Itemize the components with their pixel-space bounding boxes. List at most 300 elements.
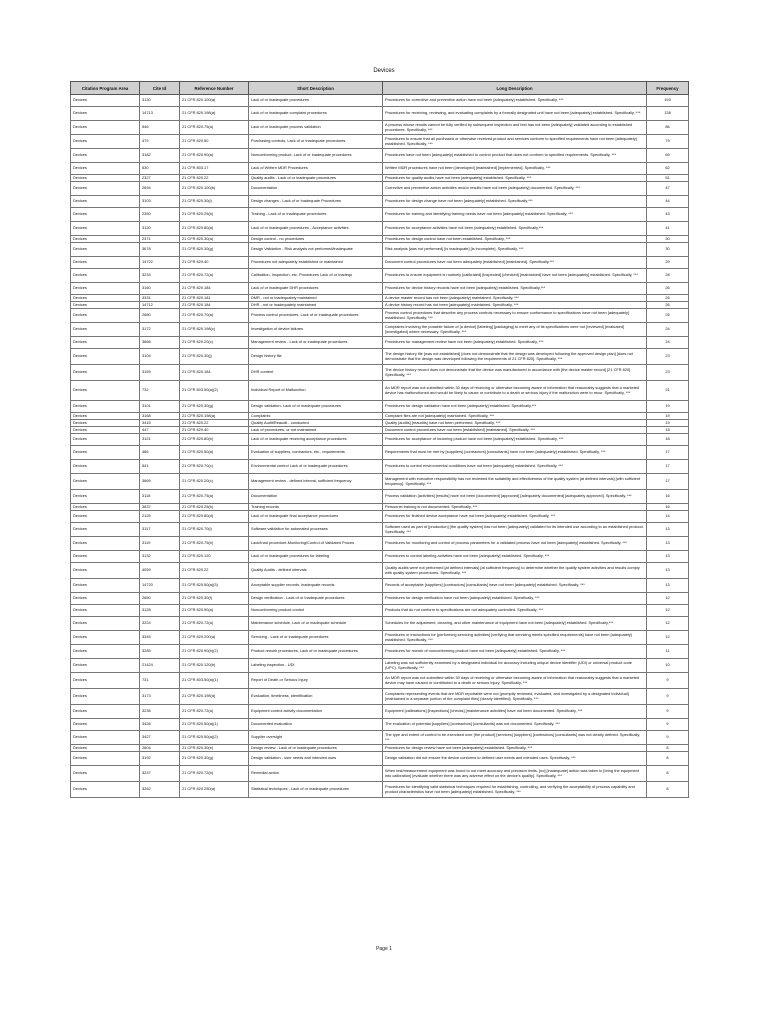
- cell-long-description: Labeling was not sufficiently examined by a designated individual for accuracy including unique device identifier (UDI) or universal product code (UPC). Specifically, ***: [383, 659, 647, 673]
- cell-reference-number: 21 CFR 820.72(a): [180, 269, 249, 283]
- cell-reference-number: 21 CFR 820.72(b): [180, 766, 249, 782]
- cell-short-description: Design Validation - Risk analysis not performed/inadequate: [249, 243, 383, 257]
- cell-frequency: 9: [647, 689, 689, 705]
- cell-frequency: 30: [647, 236, 689, 243]
- cell-program-area: Devices: [71, 645, 140, 659]
- cell-program-area: Devices: [71, 689, 140, 705]
- cell-reference-number: 21 CFR 820.120(b): [180, 659, 249, 673]
- cell-cite-id: 2604: [140, 745, 180, 752]
- cell-long-description: Process validation [activities] [results] have not been [documented] [approved] [adequately documented] [adequately approved]. Specifically, ***: [383, 490, 647, 504]
- cell-program-area: Devices: [71, 579, 140, 593]
- cell-short-description: Statistical techniques - Lack of or inadequate procedures: [249, 782, 383, 798]
- table-row: [71, 420, 689, 427]
- column-header-long-description: Long Description: [383, 82, 647, 95]
- table-row: [71, 107, 689, 121]
- cell-long-description: An MDR report was not submitted within 30 days of receiving or otherwise becoming aware of information that reasonably suggests that a marketed device has malfunctioned and would be likely to cause or contribute to a death or serious injury if the malfunction were to recur. Specifically, ***: [383, 381, 647, 401]
- table-row: [71, 617, 689, 631]
- cell-program-area: Devices: [71, 135, 140, 149]
- cell-reference-number: 21 CFR 820.30(a): [180, 236, 249, 243]
- cell-program-area: Devices: [71, 107, 140, 121]
- cell-long-description: The design history file [was not established] [does not demonstrate that the design was developed following the approved design plan] [does not demonstrate that the design was developed following the requirements of 21 CFR 820]. Specifically, ***: [383, 349, 647, 365]
- cell-cite-id: 3119: [140, 537, 180, 551]
- cell-short-description: Process control procedures, Lack of or inadequate procedures: [249, 309, 383, 323]
- cell-reference-number: 21 CFR 820.75(a): [180, 490, 249, 504]
- cell-reference-number: 21 CFR 820.75(b): [180, 537, 249, 551]
- table-row: [71, 659, 689, 673]
- cell-long-description: Procedures to control labeling activities have not been [adequately] established. Specifically, ***: [383, 551, 647, 563]
- cell-long-description: Procedures for design control have not been established. Specifically, ***: [383, 236, 647, 243]
- cell-program-area: Devices: [71, 537, 140, 551]
- cell-long-description: Complaint files are not [adequately] maintained. Specifically, ***: [383, 413, 647, 420]
- cell-cite-id: 3132: [140, 551, 180, 563]
- cell-cite-id: 2680: [140, 309, 180, 323]
- cell-short-description: Lack of or inadequate receiving acceptance procedures: [249, 434, 383, 446]
- cell-short-description: Environmental control Lack of or inadequate procedures: [249, 460, 383, 474]
- cell-short-description: Lack of or inadequate procedures for labeling: [249, 551, 383, 563]
- cell-short-description: Equipment control activity documentation: [249, 705, 383, 719]
- cell-cite-id: 3415: [140, 420, 180, 427]
- cell-frequency: 13: [647, 579, 689, 593]
- cell-frequency: 86: [647, 121, 689, 135]
- cell-cite-id: 732: [140, 381, 180, 401]
- cell-long-description: Procedures for device history records have not been [adequately] established. Specifically,***: [383, 283, 647, 295]
- cell-long-description: Complaints representing events that are MDR reportable were not [promptly reviewed, evaluated, and investigated by a designated individual] [maintained in a separate portion of the complaint files] [clearly identified]. Specifically, ***: [383, 689, 647, 705]
- cell-reference-number: 21 CFR 820.198(a): [180, 413, 249, 420]
- cell-frequency: 17: [647, 446, 689, 460]
- cell-frequency: 16: [647, 490, 689, 504]
- cell-reference-number: 21 CFR 820.25(b): [180, 504, 249, 511]
- cell-frequency: 9: [647, 731, 689, 745]
- cell-program-area: Devices: [71, 593, 140, 605]
- cell-program-area: Devices: [71, 766, 140, 782]
- cell-program-area: Devices: [71, 752, 140, 766]
- table-row: [71, 349, 689, 365]
- cell-short-description: Documentation: [249, 490, 383, 504]
- cell-long-description: A device master record has not been [adequately] maintained. Specifically, ***: [383, 295, 647, 302]
- cell-frequency: 193: [647, 95, 689, 107]
- cell-program-area: Devices: [71, 175, 140, 182]
- cell-cite-id: 3678: [140, 243, 180, 257]
- cell-frequency: 26: [647, 302, 689, 309]
- cell-reference-number: 21 CFR 820.70(a): [180, 309, 249, 323]
- cell-reference-number: 21 CFR 820.20(c): [180, 474, 249, 490]
- cell-long-description: A process whose results cannot be fully verified by subsequent inspection and test has not been [adequately] validated according to established procedures. Specifically, ***: [383, 121, 647, 135]
- cell-long-description: Software used as part of [production] [the quality system] has not been [adequately] validated for its intended use according to an established protocol. Specifically, ***: [383, 523, 647, 537]
- cell-frequency: 13: [647, 523, 689, 537]
- cell-program-area: Devices: [71, 605, 140, 617]
- cell-program-area: Devices: [71, 511, 140, 523]
- table-row: [71, 551, 689, 563]
- cell-long-description: Procedures for design change have not been [adequately] established. Specifically,***: [383, 196, 647, 208]
- cell-frequency: 51: [647, 175, 689, 182]
- cell-cite-id: 2371: [140, 236, 180, 243]
- cell-program-area: Devices: [71, 222, 140, 236]
- cell-long-description: Procedures to ensure that all purchased or otherwise received product and services conform to specified requirements have not been [adequately] established. Specifically, ***: [383, 135, 647, 149]
- cell-cite-id: 3427: [140, 731, 180, 745]
- cell-cite-id: 3128: [140, 605, 180, 617]
- cell-reference-number: 21 CFR 820.72(a): [180, 705, 249, 719]
- cell-program-area: Devices: [71, 401, 140, 413]
- cell-short-description: DHR content: [249, 365, 383, 381]
- cell-program-area: Devices: [71, 257, 140, 269]
- cell-program-area: Devices: [71, 731, 140, 745]
- cell-short-description: Training - Lack of or inadequate procedures: [249, 208, 383, 222]
- cell-program-area: Devices: [71, 365, 140, 381]
- cell-frequency: 30: [647, 243, 689, 257]
- cell-reference-number: 21 CFR 820.184: [180, 365, 249, 381]
- cell-cite-id: 479: [140, 135, 180, 149]
- cell-short-description: Management review - Lack of or inadequate procedures: [249, 337, 383, 349]
- cell-frequency: 12: [647, 605, 689, 617]
- cell-long-description: Procedures for training and identifying training needs have not been [adequately] established. Specifically, ***: [383, 208, 647, 222]
- cell-cite-id: 3345: [140, 631, 180, 645]
- cell-short-description: Calibration, Inspection, etc. Procedures Lack of or Inadequ: [249, 269, 383, 283]
- cell-reference-number: 21 CFR 820.22: [180, 420, 249, 427]
- cell-short-description: Documentation: [249, 182, 383, 196]
- cell-cite-id: 3224: [140, 617, 180, 631]
- cell-reference-number: 21 CFR 820.72(a): [180, 617, 249, 631]
- cell-reference-number: 21 CFR 820.100(b): [180, 182, 249, 196]
- cell-program-area: Devices: [71, 719, 140, 731]
- cell-long-description: Process control procedures that describe any process controls necessary to ensure conformance to specifications have not been [adequately] established. Specifically, ***: [383, 309, 647, 323]
- cell-reference-number: 21 CFR 820.75(a): [180, 121, 249, 135]
- cell-short-description: Procedures not adequately established or maintained: [249, 257, 383, 269]
- cell-cite-id: 3669: [140, 474, 180, 490]
- cell-long-description: Procedures for receiving, reviewing, and evaluating complaints by a formally designated unit have not been [adequately] established. Specifically, ***: [383, 107, 647, 121]
- cell-reference-number: 21 CFR 820.184: [180, 302, 249, 309]
- cell-short-description: Nonconforming product, Lack of or inadequate procedures: [249, 149, 383, 163]
- cell-reference-number: 21 CFR 820.198(d): [180, 689, 249, 705]
- cell-short-description: Design validation- Lack of or inadequate procedures: [249, 401, 383, 413]
- cell-frequency: 12: [647, 617, 689, 631]
- cell-cite-id: 486: [140, 446, 180, 460]
- cell-frequency: 8: [647, 745, 689, 752]
- table-row: [71, 673, 689, 689]
- table-row: [71, 283, 689, 295]
- cell-short-description: Report of Death or Serious Injury: [249, 673, 383, 689]
- cell-program-area: Devices: [71, 490, 140, 504]
- cell-reference-number: 21 CFR 820.80(a): [180, 222, 249, 236]
- cell-short-description: Training records: [249, 504, 383, 511]
- cell-reference-number: 21 CFR 820.50(a)(2): [180, 731, 249, 745]
- cell-short-description: Nonconforming product control: [249, 605, 383, 617]
- cell-program-area: Devices: [71, 474, 140, 490]
- cell-frequency: 17: [647, 460, 689, 474]
- cell-short-description: Design verification - Lack of or Inadequate procedures: [249, 593, 383, 605]
- table-row: [71, 563, 689, 579]
- cell-reference-number: 21 CFR 803.50(a)(2): [180, 381, 249, 401]
- table-row: [71, 257, 689, 269]
- table-row: [71, 460, 689, 474]
- page-number: Page 1: [376, 946, 392, 952]
- cell-frequency: 24: [647, 323, 689, 337]
- cell-long-description: Corrective and preventive action activities and/or results have not been [adequately] documented. Specifically, ***: [383, 182, 647, 196]
- table-row: [71, 537, 689, 551]
- cell-short-description: Design control - no procedures: [249, 236, 383, 243]
- cell-short-description: Design validation - user needs and intended uses: [249, 752, 383, 766]
- cell-program-area: Devices: [71, 563, 140, 579]
- cell-program-area: Devices: [71, 283, 140, 295]
- table-row: [71, 222, 689, 236]
- cell-frequency: 8: [647, 782, 689, 798]
- cell-frequency: 44: [647, 196, 689, 208]
- cell-short-description: Lack of or inadequate final acceptance procedures: [249, 511, 383, 523]
- cell-cite-id: 14713: [140, 107, 180, 121]
- cell-short-description: DHR - not or inadequately maintained: [249, 302, 383, 309]
- cell-frequency: 12: [647, 593, 689, 605]
- cell-reference-number: 21 CFR 820.30(i): [180, 196, 249, 208]
- table-row: [71, 689, 689, 705]
- table-row: [71, 121, 689, 135]
- cell-short-description: Remedial action: [249, 766, 383, 782]
- cell-long-description: Procedures or instructions for [performing servicing activities] [verifying that servicing meets specified requirements] have not been [adequately] established. Specifically, ***: [383, 631, 647, 645]
- cell-reference-number: 21 CFR 820.30(g): [180, 401, 249, 413]
- cell-long-description: Personnel training is not documented. Specifically, ***: [383, 504, 647, 511]
- cell-program-area: Devices: [71, 551, 140, 563]
- cell-frequency: 28: [647, 269, 689, 283]
- cell-short-description: Lack of procedures, or not maintained: [249, 427, 383, 434]
- cell-cite-id: 2650: [140, 593, 180, 605]
- cell-cite-id: 2125: [140, 511, 180, 523]
- cell-reference-number: 21 CFR 820.184: [180, 283, 249, 295]
- cell-frequency: 26: [647, 283, 689, 295]
- cell-reference-number: 21 CFR 820.181: [180, 295, 249, 302]
- table-row: [71, 337, 689, 349]
- table-row: [71, 236, 689, 243]
- table-row: [71, 243, 689, 257]
- cell-program-area: Devices: [71, 673, 140, 689]
- cell-short-description: Quality Audit/Reaudit - conducted: [249, 420, 383, 427]
- cell-program-area: Devices: [71, 523, 140, 537]
- cell-long-description: Procedures for acceptance activities have not been [adequately] established. Specifically,***: [383, 222, 647, 236]
- cell-program-area: Devices: [71, 427, 140, 434]
- cell-program-area: Devices: [71, 705, 140, 719]
- cell-reference-number: 21 CFR 820.50(a): [180, 446, 249, 460]
- cell-long-description: Design validation did not ensure the device conforms to defined user needs and intended uses. Specifically, ***: [383, 752, 647, 766]
- cell-frequency: 17: [647, 474, 689, 490]
- cell-reference-number: 21 CFR 820.40: [180, 427, 249, 434]
- cell-long-description: The evaluation of potential [suppliers] [contractors] [consultants] was not documented. Specifically, ***: [383, 719, 647, 731]
- cell-program-area: Devices: [71, 349, 140, 365]
- cell-short-description: Lack of or inadequate complaint procedures: [249, 107, 383, 121]
- cell-cite-id: 3160: [140, 283, 180, 295]
- cell-short-description: Software validation for automated processes: [249, 523, 383, 537]
- cell-frequency: 9: [647, 719, 689, 731]
- cell-frequency: 18: [647, 434, 689, 446]
- cell-reference-number: 21 CFR 820.80(b): [180, 434, 249, 446]
- cell-reference-number: 21 CFR 820.30(g): [180, 243, 249, 257]
- cell-short-description: Lack/Inad procedure-Monitoring/Control of Validated Proces: [249, 537, 383, 551]
- cell-frequency: 8: [647, 766, 689, 782]
- cell-frequency: 19: [647, 401, 689, 413]
- cell-reference-number: 21 CFR 820.30(j): [180, 349, 249, 365]
- cell-cite-id: 447: [140, 427, 180, 434]
- cell-frequency: 138: [647, 107, 689, 121]
- cell-reference-number: 21 CFR 820.22: [180, 563, 249, 579]
- cell-short-description: Product rework procedures, Lack of or inadequate procedures: [249, 645, 383, 659]
- cell-reference-number: 21 CFR 820.40: [180, 257, 249, 269]
- cell-long-description: When test/measurement equipment was found to not meet accuracy and precision limits, [no] [inadequate] action was taken to [bring the equipment into calibration] [evaluate whether there was any adverse effect on the device's quality]. Specifically, ***: [383, 766, 647, 782]
- cell-frequency: 13: [647, 537, 689, 551]
- cell-reference-number: 21 CFR 820.30(e): [180, 745, 249, 752]
- cell-long-description: Procedures for finished device acceptance have not been [adequately] established. Specifically, ***: [383, 511, 647, 523]
- cell-frequency: 18: [647, 427, 689, 434]
- cell-cite-id: 3837: [140, 504, 180, 511]
- cell-reference-number: 21 CFR 820.25(b): [180, 208, 249, 222]
- cell-short-description: Documented evaluation: [249, 719, 383, 731]
- table-row: [71, 766, 689, 782]
- column-header-reference-number: Reference Number: [180, 82, 249, 95]
- cell-reference-number: 21 CFR 820.90(a): [180, 149, 249, 163]
- cell-cite-id: 3173: [140, 689, 180, 705]
- cell-reference-number: 21 CFR 820.50(a)(1): [180, 719, 249, 731]
- cell-long-description: Procedures for quality audits have not been [adequately] established. Specifically, ***: [383, 175, 647, 182]
- cell-long-description: Procedures for identifying valid statistical techniques required for establishing, controlling, and verifying the acceptability of process capability and product characteristics have not been [adequately] established. Specifically, ***: [383, 782, 647, 798]
- cell-cite-id: 541: [140, 460, 180, 474]
- cell-cite-id: 3262: [140, 782, 180, 798]
- cell-reference-number: 21 CFR 820.50: [180, 135, 249, 149]
- cell-short-description: Design changes - Lack of or Inadequate Procedures: [249, 196, 383, 208]
- cell-short-description: Design history file: [249, 349, 383, 365]
- cell-frequency: 62: [647, 163, 689, 175]
- cell-frequency: 29: [647, 257, 689, 269]
- cell-program-area: Devices: [71, 196, 140, 208]
- table-row: [71, 427, 689, 434]
- table-row: [71, 504, 689, 511]
- cell-cite-id: 3103: [140, 196, 180, 208]
- cell-cite-id: 3120: [140, 222, 180, 236]
- column-header-short-description: Short Description: [249, 82, 383, 95]
- table-row: [71, 323, 689, 337]
- cell-cite-id: 14722: [140, 257, 180, 269]
- table-row: [71, 719, 689, 731]
- cell-short-description: Lack of or inadequate procedures: [249, 95, 383, 107]
- table-row: [71, 631, 689, 645]
- cell-frequency: 9: [647, 705, 689, 719]
- cell-program-area: Devices: [71, 413, 140, 420]
- cell-cite-id: 3130: [140, 95, 180, 107]
- cell-program-area: Devices: [71, 323, 140, 337]
- table-row: [71, 490, 689, 504]
- cell-program-area: Devices: [71, 163, 140, 175]
- cell-long-description: The type and extent of control to be exercised over [the product] [services] [suppliers] [contractors] [consultants] was not clearly defined. Specifically, ***: [383, 731, 647, 745]
- cell-cite-id: 3192: [140, 752, 180, 766]
- cell-reference-number: 21 CFR 820.250(a): [180, 782, 249, 798]
- table-row: [71, 365, 689, 381]
- cell-long-description: Written MDR procedures have not been [developed] [maintained] [implemented]. Specifically, ***: [383, 163, 647, 175]
- cell-long-description: Quality audits were not performed [at defined intervals] [at sufficient frequency] to determine whether the quality system activities and results comply with quality system procedures. Specifically, ***: [383, 563, 647, 579]
- table-row: [71, 511, 689, 523]
- cell-cite-id: 3235: [140, 705, 180, 719]
- table-row: [71, 782, 689, 798]
- cell-frequency: 23: [647, 349, 689, 365]
- cell-cite-id: 3285: [140, 645, 180, 659]
- cell-program-area: Devices: [71, 659, 140, 673]
- table-row: [71, 95, 689, 107]
- cell-cite-id: 3331: [140, 295, 180, 302]
- cell-program-area: Devices: [71, 434, 140, 446]
- cell-cite-id: 4059: [140, 563, 180, 579]
- cell-cite-id: 2350: [140, 208, 180, 222]
- cell-cite-id: 3159: [140, 365, 180, 381]
- cell-long-description: Document control procedures have not been [established] [maintained]. Specifically, ***: [383, 427, 647, 434]
- cell-short-description: Lack of or inadequate DHR procedures: [249, 283, 383, 295]
- cell-short-description: Individual Report of Malfunction: [249, 381, 383, 401]
- cell-frequency: 41: [647, 222, 689, 236]
- cell-cite-id: 14712: [140, 302, 180, 309]
- table-row: [71, 149, 689, 163]
- cell-frequency: 9: [647, 673, 689, 689]
- cell-reference-number: 21 CFR 820.30(f): [180, 593, 249, 605]
- cell-frequency: 14: [647, 511, 689, 523]
- cell-reference-number: 21 CFR 820.200(a): [180, 631, 249, 645]
- cell-long-description: Schedules for the adjustment, cleaning, and other maintenance of equipment have not been [adequately] established. Specifically,***: [383, 617, 647, 631]
- cell-frequency: 47: [647, 182, 689, 196]
- cell-frequency: 19: [647, 420, 689, 427]
- cell-frequency: 26: [647, 295, 689, 302]
- page-title: Devices: [373, 68, 395, 74]
- table-row: [71, 605, 689, 617]
- cell-short-description: Lack of or inadequate process validation: [249, 121, 383, 135]
- cell-long-description: Procedures for management review have not been [adequately] established. Specifically, ***: [383, 337, 647, 349]
- cell-long-description: Procedures to ensure equipment is routinely [calibrated] [inspected] [checked] [maintained] have not been [adequately] established. Specifically, ***: [383, 269, 647, 283]
- cell-short-description: Management review - defined interval, sufficient frequency: [249, 474, 383, 490]
- cell-short-description: Lack of or inadequate procedures - Acceptance activities: [249, 222, 383, 236]
- cell-long-description: Quality [audits] [reaudits] have not been performed. Specifically, ***: [383, 420, 647, 427]
- column-header-cite-id: Cite Id: [140, 82, 180, 95]
- cell-short-description: Labeling inspection - UDI: [249, 659, 383, 673]
- table-row: [71, 381, 689, 401]
- table-row: [71, 163, 689, 175]
- cell-cite-id: 546: [140, 121, 180, 135]
- cell-frequency: 13: [647, 563, 689, 579]
- cell-reference-number: 21 CFR 820.22: [180, 175, 249, 182]
- cell-cite-id: 3426: [140, 719, 180, 731]
- cell-long-description: Procedures have not been [adequately] established to control product that does not conform to specified requirements. Specifically, ***: [383, 149, 647, 163]
- cell-short-description: Complaints: [249, 413, 383, 420]
- cell-frequency: 13: [647, 551, 689, 563]
- cell-long-description: Procedures for corrective and preventive action have not been [adequately] established. Specifically, ***: [383, 95, 647, 107]
- cell-reference-number: 21 CFR 820.90(b)(2): [180, 645, 249, 659]
- cell-program-area: Devices: [71, 295, 140, 302]
- cell-long-description: Risk analysis [was not performed] [is inadequate] [is incomplete]. Specifically, ***: [383, 243, 647, 257]
- cell-program-area: Devices: [71, 149, 140, 163]
- cell-long-description: Document control procedures have not been adequately [established] [maintained]. Specifically,***: [383, 257, 647, 269]
- cell-frequency: 24: [647, 337, 689, 349]
- cell-reference-number: 21 CFR 803.17: [180, 163, 249, 175]
- cell-long-description: Procedures for design review have not been [adequately] established. Specifically, ***: [383, 745, 647, 752]
- table-row: [71, 593, 689, 605]
- cell-reference-number: 21 CFR 820.70(i): [180, 523, 249, 537]
- cell-short-description: Purchasing controls, Lack of or inadequate procedures: [249, 135, 383, 149]
- column-header-frequency: Frequency: [647, 82, 689, 95]
- cell-long-description: Complaints involving the possible failure of [a device] [labeling] [packaging] to meet any of its specifications were not [reviewed] [evaluated] [investigated] where necessary. Specifically, ***: [383, 323, 647, 337]
- cell-reference-number: 21 CFR 820.120: [180, 551, 249, 563]
- table-row: [71, 745, 689, 752]
- cell-cite-id: 3104: [140, 349, 180, 365]
- cell-program-area: Devices: [71, 446, 140, 460]
- cell-cite-id: 3237: [140, 766, 180, 782]
- table-header-row: [71, 82, 689, 95]
- cell-program-area: Devices: [71, 182, 140, 196]
- cell-short-description: Quality audits - Lack of or inadequate procedures: [249, 175, 383, 182]
- cell-program-area: Devices: [71, 337, 140, 349]
- cell-cite-id: 3118: [140, 490, 180, 504]
- cell-cite-id: 3172: [140, 323, 180, 337]
- cell-reference-number: 21 CFR 820.198(c): [180, 323, 249, 337]
- cell-long-description: Procedures for monitoring and control of process parameters for a validated process have not been [adequately] established. Specifically, ***: [383, 537, 647, 551]
- cell-frequency: 19: [647, 413, 689, 420]
